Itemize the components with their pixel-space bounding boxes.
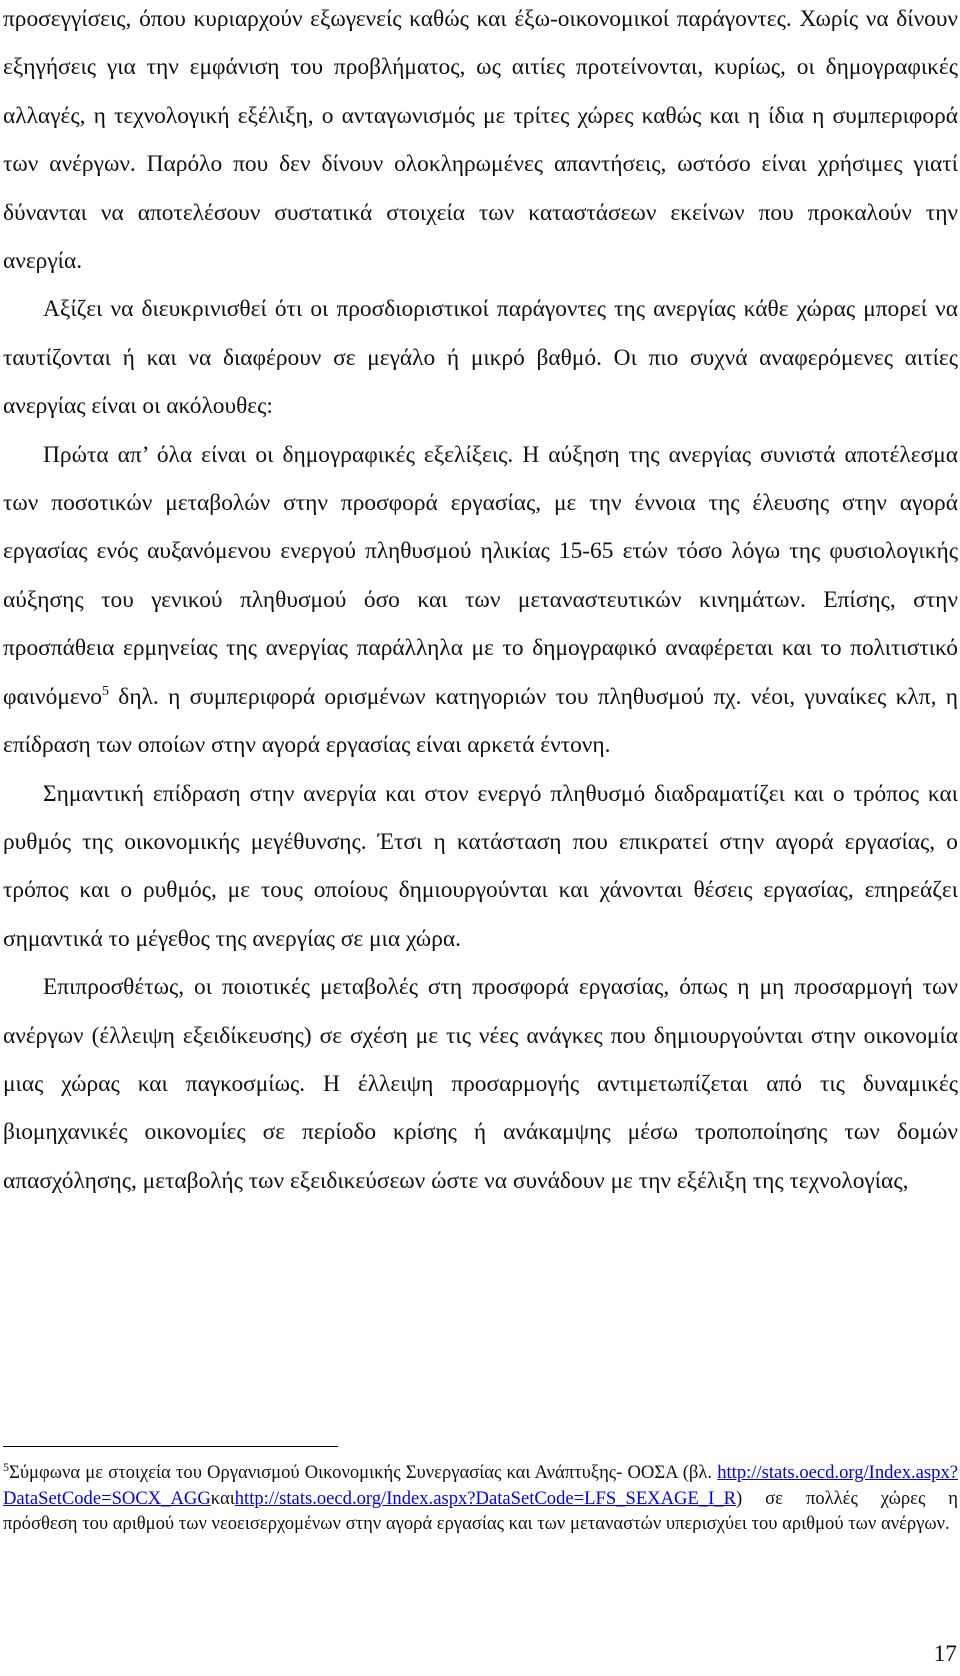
body-text (3, 0, 958, 1205)
footnote-link-socx[interactable]: http://stats.oecd.org/Index.aspx?DataSetCode=SOCX_AGG (3, 1462, 958, 1509)
footnote-reference: 5 (101, 683, 109, 699)
footnote-text-continued: ) σε πολλές χώρες η πρόσθεση του αριθμού των νεοεισερχομένων στην αγορά εργασίας και των μεταναστών υπερισχύει του αριθμού των ανέργων. (3, 1487, 958, 1535)
paragraph-4: Σημαντική επίδραση στην ανεργία και στον ενεργό πληθυσμό διαδραματίζει και ο τρόπος και ρυθμός της οικονομικής μεγέθυνσης. Έτσι η κατάσταση που επικρατεί στην αγορά εργασίας, ο τρόπος και ο ρυθμός, με τους οποίους δημιουργούνται και χάνονται θέσεις εργασίας, επηρεάζει σημαντικά το μέγεθος της ανεργίας σε μια χώρα. (3, 780, 958, 952)
paragraph-1: προσεγγίσεις, όπου κυριαρχούν εξωγενείς καθώς και έξω-οικονομικοί παράγοντες. Χωρίς να δίνουν εξηγήσεις για την εμφάνιση του προβλήματος, ως αιτίες προτείνονται, κυρίως, οι δημογραφικές αλλαγές, η τεχνολογική εξέλιξη, ο ανταγωνισμός με τρίτες χώρες καθώς και η ίδια η συμπεριφορά των ανέργων. Παρόλο που δεν δίνουν ολοκληρωμένες απαντήσεις, ωστόσο είναι χρήσιμες γιατί δύνανται να αποτελέσουν συστατικά στοιχεία των καταστάσεων εκείνων που προκαλούν την ανεργία. (3, 6, 958, 275)
paragraph-2: Αξίζει να διευκρινισθεί ότι οι προσδιοριστικοί παράγοντες της ανεργίας κάθε χώρας μπορεί να ταυτίζονται ή και να διαφέρουν σε μεγάλο ή μικρό βαθμό. Οι πιο συχνά αναφερόμενες αιτίες ανεργίας είναι οι ακόλουθες: (3, 296, 958, 420)
paragraph-3-text: Πρώτα απ’ όλα είναι οι δημογραφικές εξελίξεις. Η αύξηση της ανεργίας συνιστά αποτέλεσμα των ποσοτικών μεταβολών στην προσφορά εργασίας, με την έννοια της έλευσης στην αγορά εργασίας ενός αυξανόμενου ενεργού πληθυσμού ηλικίας 15-65 ετών τόσο λόγω της φυσιολογικής αύξησης του γενικού πληθυσμού όσο και των μεταναστευτικών κινημάτων. Επίσης, στην προσπάθεια ερμηνείας της ανεργίας παράλληλα με το δημογραφικό αναφέρεται και το πολιτιστικό φαινόμενο (3, 441, 958, 710)
paragraph-3-text-continued: δηλ. η συμπεριφορά ορισμένων κατηγοριών του πληθυσμού πχ. νέοι, γυναίκες κλπ, η επίδραση των οποίων στην αγορά εργασίας είναι αρκετά έντονη. (3, 683, 958, 759)
page-number: 17 (933, 1641, 957, 1667)
paragraph-3 (3, 431, 958, 770)
footnote-number: 5 (3, 1460, 9, 1474)
paragraph-5: Επιπροσθέτως, οι ποιοτικές μεταβολές στη προσφορά εργασίας, όπως η μη προσαρμογή των ανέργων (έλλειψη εξειδίκευσης) σε σχέση με τις νέες ανάγκες που δημιουργούνται στην οικονομία μιας χώρας και παγκοσμίως. Η έλλειψη προσαρμογής αντιμετωπίζεται από τις δυναμικές βιομηχανικές οικονομίες σε περίοδο κρίσης ή ανάκαμψης μέσω τροποποίησης των δομών απασχόλησης, μεταβολής των εξειδικεύσεων ώστε να συνάδουν με την εξέλιξη της τεχνολογίας, (3, 974, 958, 1194)
footnote-separator (3, 1446, 338, 1447)
footnote-connector: και (210, 1487, 235, 1509)
footnote-link-lfs[interactable]: http://stats.oecd.org/Index.aspx?DataSetCode=LFS_SEXAGE_I_R (234, 1487, 737, 1509)
footnote-text: Σύμφωνα με στοιχεία του Οργανισμού Οικονομικής Συνεργασίας και Ανάπτυξης- ΟΟΣΑ (βλ. (9, 1462, 718, 1483)
footnote (3, 1460, 958, 1537)
